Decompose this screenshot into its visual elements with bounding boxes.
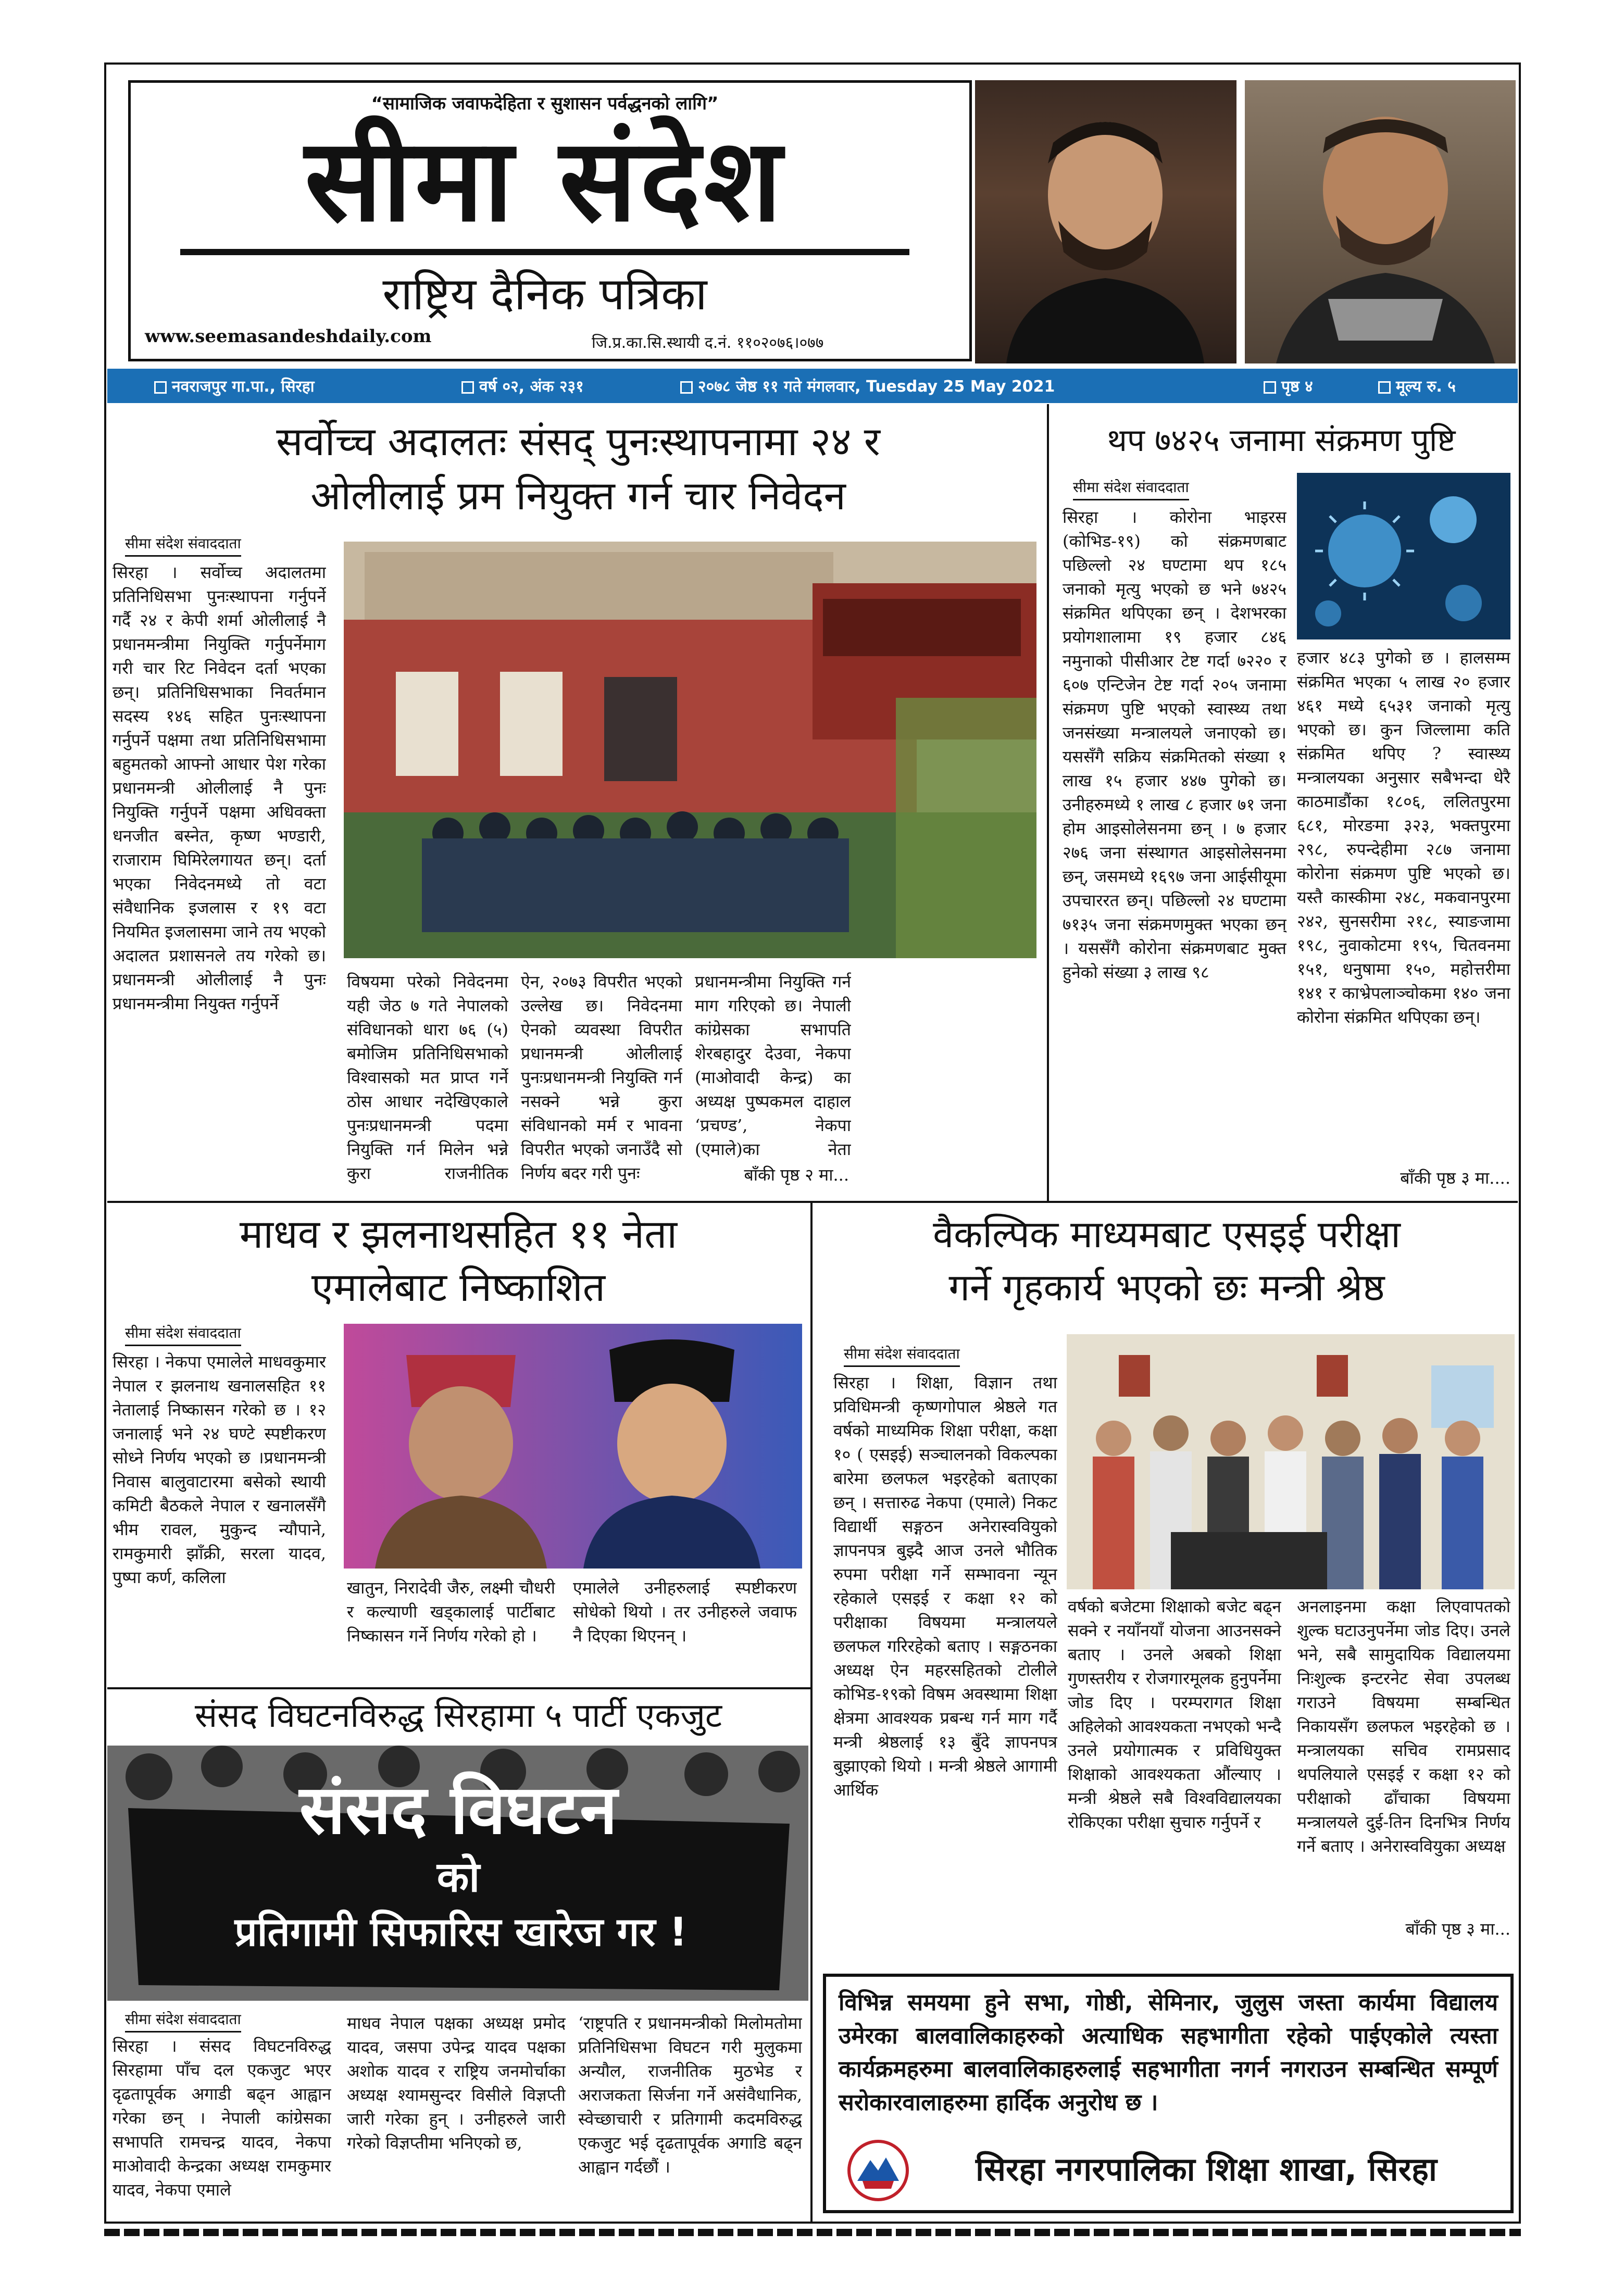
- article5-column-3: ‘राष्ट्रपति र प्रधानमन्त्रीको मिलोमतोमा प्रतिनिधिसभा विघटन गरी मुलुकमा अन्यौल, राजनीतिक मुठभेड र अराजकता सिर्जना गर्ने असंवैधानिक, स्वेच्छाचारी र प्रतिगामी कदमविरुद्ध एकजुट भई दृढतापूर्वक अगाडि बढ्न आह्वान गर्दछौं ।: [578, 2013, 802, 2177]
- volume-issue: वर्ष ०२, अंक २३१: [479, 378, 584, 396]
- article3-headline-line2: एमालेबाट निष्काशित: [311, 1264, 606, 1310]
- divider-vertical-top: [1047, 404, 1049, 1201]
- divider-horizontal-middle: [107, 1201, 1518, 1203]
- public-notice-text: विभिन्न समयमा हुने सभा, गोष्ठी, सेमिनार, जुलुस जस्ता कार्यमा विद्यालय उमेरका बालवालिकाहरुको अत्याधिक सहभागीता रहेको पाईएकोले त्यस्ता कार्यक्रमहरुमा बालवालिकाहरुलाई सहभागीता नगर्न नगराउन सम्बन्धित सम्पूर्ण सरोकारवालाहरुमा हार्दिक अनुरोध छ ।: [839, 1989, 1498, 2116]
- article4-continued: बाँकी पृष्ठ ३ मा...: [1405, 1919, 1510, 1939]
- price: मूल्य रु. ५: [1396, 378, 1456, 396]
- article2-byline: सीमा संदेश संवाददाता: [1073, 477, 1189, 500]
- article4-column-3: अनलाइनमा कक्षा लिएवापतको शुल्क घटाउनुपर्नेमा जोड दिए। उनले भने, सबै सामुदायिक विद्यालयमा निःशुल्क इन्टरनेट सेवा उपलब्ध गराउने विषयमा सम्बन्धित निकायसँग छलफल भइरहेको छ । मन्त्रालयका सचिव रामप्रसाद थपलियाले एसइई र कक्षा १२ को परीक्षाको ढाँचाका विषयमा मन्त्रालयले दुई-तिन दिनभित्र निर्णय गर्ने बताए । अनेरास्ववियुका अध्यक्ष: [1297, 1597, 1510, 1856]
- article3-column-2: खातुन, निरादेवी जैरु, लक्ष्मी चौधरी र कल्याणी खड्कालाई पार्टीबाट निष्कासन गर्ने निर्णय गरेको हो ।: [347, 1578, 555, 1646]
- article4-byline: सीमा संदेश संवाददाता: [844, 1344, 960, 1367]
- newspaper-subtitle: राष्ट्रिय दैनिक पत्रिका: [382, 268, 707, 320]
- article1-column-2: विषयमा परेको निवेदनमा यही जेठ ७ गते नेपालको संविधानको धारा ७६ (५) बमोजिम प्रतिनिधिसभाको विश्वासको मत प्राप्त गर्ने ठोस आधार नदेखिएकाले पुनःप्रधानमन्त्री पदमा नियुक्ति गर्न मिलेन भन्ने कुरा राजनीतिक: [347, 972, 508, 1183]
- article4-headline-line2: गर्ने गृहकार्य भएको छः मन्त्री श्रेष्ठ: [948, 1265, 1385, 1309]
- article1-column-4: प्रधानमन्त्रीमा नियुक्ति गर्न माग गरिएको छ। नेपाली कांग्रेसका सभापति शेरबहादुर देउवा, नेकपा (माओवादी केन्द्र) का अध्यक्ष पुष्पकमल दाहाल ‘प्रचण्ड’, नेकपा (एमाले)का नेता: [695, 972, 851, 1159]
- municipality-logo: [847, 2139, 909, 2202]
- article1-column-1: सिरहा । सर्वोच्च अदालतमा प्रतिनिधिसभा पुनःस्थापना गर्नुपर्ने गर्दै २४ र केपी शर्मा ओलीलाई नै प्रधानमन्त्रीमा नियुक्ति गर्नुपर्नेमाग गरी चार रिट निवेदन दर्ता भएका छन्। प्रतिनिधिसभाका निवर्तमान सदस्य १४६ सहित पुनःस्थापना गर्नुपर्ने पक्षमा तथा प्रतिनिधिसभामा बहुमतको आफ्नो आधार पेश गरेका प्रधानमन्त्री ओलीलाई नै पुनः नियुक्ति गर्नुपर्ने पक्षमा अधिवक्ता धनजीत बस्नेत, कृष्ण भण्डारी, राजाराम घिमिरेलगायत छन्। दर्ता भएका निवेदनमध्ये तो वटा संवैधानिक इजलास र १९ वटा नियमित इजलासमा जाने तय भएको अदालत प्रशासनले तय गरेको छ। प्रधानमन्त्री ओलीलाई नै पुनः प्रधानमन्त्रीमा नियुक्त गर्नुपर्ने: [113, 562, 326, 1013]
- supreme-court-photo: [344, 542, 1036, 958]
- article3-column-3: एमालेले उनीहरुलाई स्पष्टीकरण सोधेको थियो । तर उनीहरुले जवाफ नै दिएका थिएनन् ।: [573, 1578, 797, 1646]
- divider-horizontal-article5: [107, 1687, 810, 1689]
- article1-headline-line2: ओलीलाई प्रम नियुक्त गर्न चार निवेदन: [310, 472, 846, 519]
- article2-column-1: सिरहा । कोरोना भाइरस (कोभिड-१९) को संक्रमणबाट पछिल्लो २४ घण्टामा थप १८५ जनाको मृत्यु भएको छ भने ७४२५ संक्रमित थपिएका छन् । देशभरका प्रयोगशालामा १९ हजार ८४६ नमुनाको पीसीआर टेष्ट गर्दा ७२२० र ६०७ एन्टिजेन टेष्ट गर्दा २०५ जनामा संक्रमण पुष्टि भएको स्वास्थ्य तथा जनसंख्या मन्त्रालयले जनाएको छ। यससँगै सक्रिय संक्रमितको संख्या १ लाख १५ हजार ४४७ पुगेको छ। उनीहरुमध्ये १ लाख ८ हजार ७१ जना होम आइसोलेसनमा छन् । ७ हजार २७६ जना संस्थागत आइसोलेसनमा छन्, जसमध्ये १६९७ जना आईसीयूमा उपचाररत छन्। पछिल्लो २४ घण्टामा ७१३५ जना संक्रमणमुक्त भएका छन् । यससँगै कोरोना संक्रमणबाट मुक्त हुनेको संख्या ३ लाख ९८: [1063, 507, 1286, 982]
- article1-column-3: ऐन, २०७३ विपरीत भएको उल्लेख छ। निवेदनमा ऐनको व्यवस्था विपरीत प्रधानमन्त्री ओलीलाई पुनःप्रधानमन्त्री नियुक्ति गर्न नसक्ने भन्ने कुरा संविधानको मर्म र भावना विपरीत भएको जनाउँदै सो निर्णय बदर गरी पुनः: [521, 972, 682, 1183]
- portrait-photo-1: [975, 80, 1236, 363]
- article4-headline-line1: वैकल्पिक माध्यमबाट एसइई परीक्षा: [933, 1212, 1401, 1256]
- leaders-photo: [344, 1324, 802, 1569]
- location: नवराजपुर गा.पा., सिरहा: [172, 378, 315, 396]
- article5-byline: सीमा संदेश संवाददाता: [125, 2009, 241, 2032]
- info-bar: [107, 369, 1518, 403]
- article1-continued: बाँकी पृष्ठ २ मा...: [744, 1165, 849, 1185]
- masthead: [107, 66, 1518, 368]
- publication-date: २०७८ जेष्ठ ११ गते मंगलवार, Tuesday 25 May 2021: [698, 378, 1055, 396]
- notice-signature: सिरहा नगरपालिका शिक्षा शाखा, सिरहा: [976, 2150, 1437, 2188]
- protest-banner-text-2: को: [436, 1853, 480, 1901]
- article3-column-1: सिरहा । नेकपा एमालेले माधवकुमार नेपाल र झलनाथ खनालसहित ११ नेतालाई निष्कासन गरेको छ । १२ जनालाई भने २४ घण्टे स्पष्टीकरण सोध्ने निर्णय भएको छ ।प्रधानमन्त्री निवास बालुवाटारमा बसेको स्थायी कमिटी बैठकले नेपाल र खनालसँगै भीम रावल, मुकुन्द न्यौपाने, रामकुमारी झाँक्री, सरला यादव, पुष्पा कर्ण, कलिला: [113, 1352, 326, 1587]
- article5-column-2: माधव नेपाल पक्षका अध्यक्ष प्रमोद यादव, जसपा उपेन्द्र यादव पक्षका अशोक यादव र राष्ट्रिय जनमोर्चाका अध्यक्ष श्यामसुन्दर विसीले विज्ञप्ती जारी गरेका हुन् । उनीहरुले जारी गरेको विज्ञप्तीमा भनिएको छ,: [347, 2013, 566, 2153]
- newspaper-title: सीमा संदेश: [305, 114, 785, 247]
- article2-column-2: हजार ४८३ पुगेको छ । हालसम्म संक्रमित भएका ५ लाख २० हजार ४६१ मध्ये ६५३१ जनाको मृत्यु भएको छ। कुन जिल्लामा कति संक्रमित थपिए ? स्वास्थ्य मन्त्रालयका अनुसार सबैभन्दा धेरै काठमाडौंका १८०६, ललितपुरमा ६८१, मोरङमा ३२३, भक्तपुरमा २९८, रुपन्देहीमा २८७ जनामा कोरोना संक्रमण पुष्टि भएको छ। यस्तै कास्कीमा २४८, मकवानपुरमा २४२, सुनसरीमा २१८, स्याङजामा १९८, नुवाकोटमा १९५, चितवनमा १५१, धनुषामा १५०, महोत्तरीमा १४१ र काभ्रेपलाञ्चोकमा १४० जना कोरोना संक्रमित थपिएका छन्।: [1297, 648, 1510, 1027]
- bottom-dashed-border: [104, 2229, 1521, 2236]
- article5-headline: संसद विघटनविरुद्ध सिरहामा ५ पार्टी एकजुट: [194, 1697, 722, 1735]
- coronavirus-image: [1297, 473, 1510, 639]
- article4-column-1: सिरहा । शिक्षा, विज्ञान तथा प्रविधिमन्त्री कृष्णगोपाल श्रेष्ठले गत वर्षको माध्यमिक शिक्षा परीक्षा, कक्षा १० ( एसइई) सञ्चालनको विकल्पका बारेमा छलफल भइरहेको बताएका छन् । सत्तारुढ नेकपा (एमाले) निकट विद्यार्थी सङ्गठन अनेरास्ववियुको ज्ञापनपत्र बुझ्दै आज उनले भौतिक रुपमा परीक्षा गर्ने सम्भावना न्यून रहेकाले एसइई र कक्षा १२ को परीक्षाका विषयमा मन्त्रालयले छलफल गरिरहेको बताए । सङ्गठनका अध्यक्ष ऐन महरसहितको टोलीले कोभिड-१९को विषम अवस्थामा शिक्षा क्षेत्रमा आवश्यक प्रबन्ध गर्न माग गर्दै मन्त्री श्रेष्ठलाई १३ बुँदे ज्ञापनपत्र बुझाएको थियो । मन्त्री श्रेष्ठले आगामी आर्थिक: [833, 1373, 1057, 1800]
- article1-byline: सीमा संदेश संवाददाता: [125, 533, 241, 557]
- title-underline: [180, 249, 909, 255]
- website-link[interactable]: www.seemasandeshdaily.com: [145, 326, 432, 347]
- public-notice-box: [823, 1974, 1514, 2213]
- slogan: “सामाजिक जवाफदेहिता र सुशासन पर्वद्धनको लागि”: [371, 93, 719, 114]
- article4-column-2: वर्षको बजेटमा शिक्षाको बजेट बढ्न सक्ने र नयाँनयाँ योजना आउनसक्ने बताए । उनले अबको शिक्षा गुणस्तरीय र रोजगारमूलक हुनुपर्नेमा जोड दिए । परम्परागत शिक्षा अहिलेको आवश्यकता नभएको भन्दै उनले प्रयोगात्मक र प्रविधियुक्त शिक्षाको आवश्यकता औंल्याए । मन्त्री श्रेष्ठले सबै विश्वविद्यालयका रोकिएका परीक्षा सुचारु गर्नुपर्ने र: [1068, 1597, 1281, 1832]
- article2-continued: बाँकी पृष्ठ ३ मा....: [1400, 1168, 1510, 1188]
- article2-headline: थप ७४२५ जनामा संक्रमण पुष्टि: [1107, 422, 1456, 459]
- portrait-photo-2: [1245, 80, 1516, 363]
- article3-byline: सीमा संदेश संवाददाता: [125, 1323, 241, 1346]
- article5-column-1: सिरहा । संसद विघटनविरुद्ध सिरहामा पाँच दल एकजुट भएर दृढतापूर्वक अगाडी बढ्न आह्वान गरेका छन् । नेपाली कांग्रेसका सभापति रामचन्द्र यादव, नेकपा माओवादी केन्द्रका अध्यक्ष रामकुमार यादव, नेकपा एमाले: [113, 2036, 331, 2200]
- article3-headline-line1: माधव र झलनाथसहित ११ नेता: [239, 1211, 678, 1257]
- article1-headline-line1: सर्वोच्च अदालतः संसद् पुनःस्थापनामा २४ र: [276, 418, 880, 465]
- page-count: पृष्ठ ४: [1281, 378, 1313, 396]
- registration-number: जि.प्र.का.सि.स्थायी द.नं. ११०२०७६।०७७: [592, 334, 824, 352]
- protest-banner-text-1: संसद विघटन: [299, 1770, 618, 1849]
- divider-vertical-middle: [810, 1201, 813, 2222]
- education-minister-photo: [1067, 1334, 1515, 1589]
- protest-banner-text-3: प्रतिगामी सिफारिस खारेज गर !: [234, 1909, 688, 1955]
